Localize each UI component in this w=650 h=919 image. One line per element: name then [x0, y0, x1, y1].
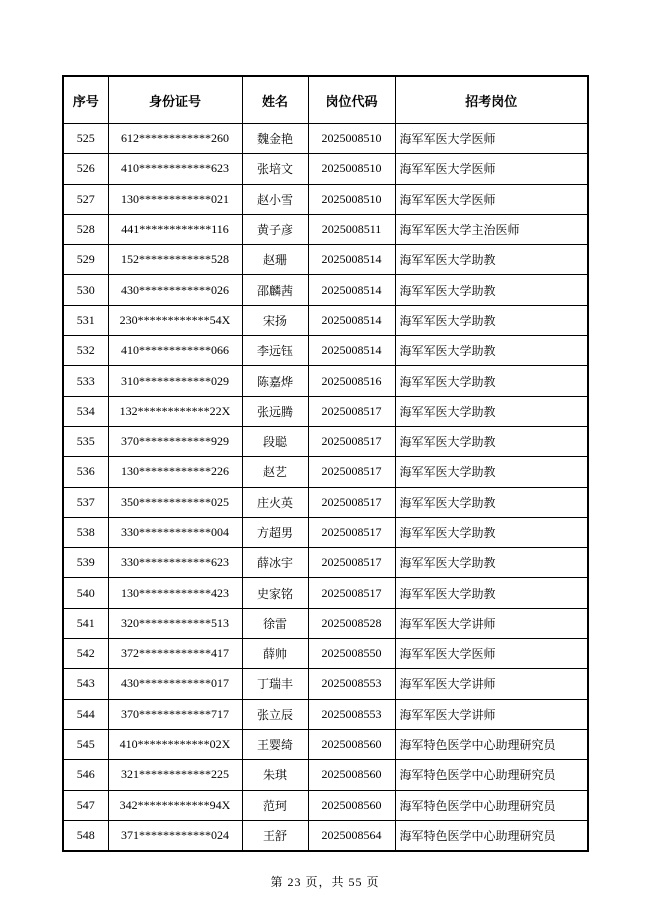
table-row: [63, 426, 588, 456]
cell-id-number: 132************22X: [108, 396, 242, 426]
cell-serial-number: 534: [63, 396, 108, 426]
cell-serial-number: 537: [63, 487, 108, 517]
cell-recruitment-position: 海军军医大学讲师: [395, 699, 588, 729]
table-row: [63, 548, 588, 578]
cell-name: 方超男: [242, 517, 308, 547]
cell-name: 宋扬: [242, 305, 308, 335]
cell-position-code: 2025008514: [308, 305, 395, 335]
cell-serial-number: 536: [63, 457, 108, 487]
table-row: [63, 396, 588, 426]
table-row: [63, 820, 588, 851]
cell-name: 李远钰: [242, 336, 308, 366]
cell-recruitment-position: 海军军医大学助教: [395, 578, 588, 608]
cell-name: 黄子彦: [242, 214, 308, 244]
table-row: [63, 275, 588, 305]
table-row: [63, 699, 588, 729]
cell-serial-number: 547: [63, 790, 108, 820]
cell-serial-number: 539: [63, 548, 108, 578]
cell-id-number: 410************623: [108, 154, 242, 184]
cell-recruitment-position: 海军军医大学助教: [395, 548, 588, 578]
cell-recruitment-position: 海军特色医学中心助理研究员: [395, 790, 588, 820]
cell-name: 庄火英: [242, 487, 308, 517]
cell-id-number: 371************024: [108, 820, 242, 851]
cell-recruitment-position: 海军特色医学中心助理研究员: [395, 760, 588, 790]
cell-serial-number: 546: [63, 760, 108, 790]
cell-position-code: 2025008517: [308, 487, 395, 517]
cell-serial-number: 540: [63, 578, 108, 608]
cell-id-number: 410************02X: [108, 729, 242, 759]
cell-recruitment-position: 海军军医大学医师: [395, 124, 588, 154]
cell-serial-number: 542: [63, 639, 108, 669]
cell-name: 魏金艳: [242, 124, 308, 154]
cell-name: 赵珊: [242, 245, 308, 275]
cell-id-number: 130************021: [108, 184, 242, 214]
cell-serial-number: 526: [63, 154, 108, 184]
cell-id-number: 441************116: [108, 214, 242, 244]
header-serial-number: 序号: [63, 76, 108, 124]
cell-recruitment-position: 海军军医大学助教: [395, 426, 588, 456]
cell-id-number: 152************528: [108, 245, 242, 275]
cell-position-code: 2025008560: [308, 790, 395, 820]
cell-name: 王舒: [242, 820, 308, 851]
table-row: [63, 487, 588, 517]
table-row: [63, 124, 588, 154]
cell-position-code: 2025008560: [308, 760, 395, 790]
table-row: [63, 729, 588, 759]
cell-serial-number: 531: [63, 305, 108, 335]
table-row: [63, 184, 588, 214]
table-row: [63, 336, 588, 366]
cell-position-code: 2025008514: [308, 336, 395, 366]
table-header-row: [63, 76, 588, 124]
cell-position-code: 2025008510: [308, 154, 395, 184]
cell-name: 张培文: [242, 154, 308, 184]
cell-serial-number: 529: [63, 245, 108, 275]
table-row: [63, 790, 588, 820]
cell-recruitment-position: 海军军医大学主治医师: [395, 214, 588, 244]
table-row: [63, 245, 588, 275]
cell-position-code: 2025008517: [308, 578, 395, 608]
cell-id-number: 350************025: [108, 487, 242, 517]
cell-id-number: 410************066: [108, 336, 242, 366]
header-recruitment-position: 招考岗位: [395, 76, 588, 124]
cell-name: 邵麟茜: [242, 275, 308, 305]
table-body: [63, 124, 588, 852]
cell-position-code: 2025008510: [308, 124, 395, 154]
cell-serial-number: 545: [63, 729, 108, 759]
cell-name: 陈嘉烨: [242, 366, 308, 396]
table-row: [63, 578, 588, 608]
cell-recruitment-position: 海军军医大学助教: [395, 275, 588, 305]
cell-recruitment-position: 海军军医大学助教: [395, 487, 588, 517]
cell-position-code: 2025008517: [308, 457, 395, 487]
table-row: [63, 517, 588, 547]
cell-position-code: 2025008514: [308, 245, 395, 275]
cell-name: 丁瑞丰: [242, 669, 308, 699]
table-row: [63, 214, 588, 244]
cell-serial-number: 530: [63, 275, 108, 305]
table-row: [63, 366, 588, 396]
cell-position-code: 2025008517: [308, 396, 395, 426]
cell-id-number: 320************513: [108, 608, 242, 638]
cell-id-number: 330************004: [108, 517, 242, 547]
cell-name: 张立辰: [242, 699, 308, 729]
cell-position-code: 2025008517: [308, 517, 395, 547]
cell-id-number: 342************94X: [108, 790, 242, 820]
cell-recruitment-position: 海军军医大学讲师: [395, 608, 588, 638]
cell-name: 赵小雪: [242, 184, 308, 214]
table-row: [63, 608, 588, 638]
cell-position-code: 2025008517: [308, 548, 395, 578]
cell-serial-number: 541: [63, 608, 108, 638]
cell-name: 王婴绮: [242, 729, 308, 759]
cell-serial-number: 525: [63, 124, 108, 154]
cell-serial-number: 535: [63, 426, 108, 456]
cell-serial-number: 532: [63, 336, 108, 366]
cell-serial-number: 548: [63, 820, 108, 851]
cell-name: 薛帅: [242, 639, 308, 669]
cell-name: 赵艺: [242, 457, 308, 487]
cell-recruitment-position: 海军军医大学助教: [395, 517, 588, 547]
cell-id-number: 321************225: [108, 760, 242, 790]
cell-name: 段聪: [242, 426, 308, 456]
table-row: [63, 639, 588, 669]
cell-recruitment-position: 海军军医大学助教: [395, 457, 588, 487]
cell-recruitment-position: 海军军医大学助教: [395, 245, 588, 275]
cell-serial-number: 527: [63, 184, 108, 214]
cell-id-number: 310************029: [108, 366, 242, 396]
cell-id-number: 370************717: [108, 699, 242, 729]
cell-position-code: 2025008517: [308, 426, 395, 456]
cell-name: 徐雷: [242, 608, 308, 638]
table-row: [63, 760, 588, 790]
cell-position-code: 2025008553: [308, 699, 395, 729]
cell-id-number: 612************260: [108, 124, 242, 154]
cell-name: 范珂: [242, 790, 308, 820]
cell-name: 史家铭: [242, 578, 308, 608]
cell-serial-number: 533: [63, 366, 108, 396]
cell-position-code: 2025008560: [308, 729, 395, 759]
cell-id-number: 330************623: [108, 548, 242, 578]
cell-recruitment-position: 海军军医大学医师: [395, 639, 588, 669]
cell-serial-number: 543: [63, 669, 108, 699]
table-row: [63, 457, 588, 487]
cell-id-number: 430************026: [108, 275, 242, 305]
header-position-code: 岗位代码: [308, 76, 395, 124]
cell-recruitment-position: 海军军医大学医师: [395, 154, 588, 184]
table-row: [63, 305, 588, 335]
cell-position-code: 2025008550: [308, 639, 395, 669]
cell-recruitment-position: 海军军医大学医师: [395, 184, 588, 214]
cell-serial-number: 538: [63, 517, 108, 547]
table-row: [63, 154, 588, 184]
cell-id-number: 130************226: [108, 457, 242, 487]
cell-serial-number: 528: [63, 214, 108, 244]
cell-position-code: 2025008514: [308, 275, 395, 305]
cell-recruitment-position: 海军军医大学讲师: [395, 669, 588, 699]
recruitment-roster-table: [62, 75, 589, 852]
cell-position-code: 2025008510: [308, 184, 395, 214]
cell-recruitment-position: 海军军医大学助教: [395, 336, 588, 366]
header-id-number: 身份证号: [108, 76, 242, 124]
cell-name: 薛冰宇: [242, 548, 308, 578]
cell-position-code: 2025008553: [308, 669, 395, 699]
cell-id-number: 430************017: [108, 669, 242, 699]
cell-recruitment-position: 海军特色医学中心助理研究员: [395, 729, 588, 759]
table-row: [63, 669, 588, 699]
cell-name: 张远腾: [242, 396, 308, 426]
cell-id-number: 370************929: [108, 426, 242, 456]
cell-position-code: 2025008516: [308, 366, 395, 396]
cell-id-number: 372************417: [108, 639, 242, 669]
cell-position-code: 2025008564: [308, 820, 395, 851]
cell-recruitment-position: 海军军医大学助教: [395, 396, 588, 426]
cell-position-code: 2025008528: [308, 608, 395, 638]
cell-position-code: 2025008511: [308, 214, 395, 244]
cell-id-number: 230************54X: [108, 305, 242, 335]
cell-recruitment-position: 海军军医大学助教: [395, 305, 588, 335]
header-name: 姓名: [242, 76, 308, 124]
cell-recruitment-position: 海军特色医学中心助理研究员: [395, 820, 588, 851]
page-indicator: 第 23 页，共 55 页: [270, 875, 380, 889]
cell-id-number: 130************423: [108, 578, 242, 608]
cell-name: 朱琪: [242, 760, 308, 790]
cell-recruitment-position: 海军军医大学助教: [395, 366, 588, 396]
cell-serial-number: 544: [63, 699, 108, 729]
